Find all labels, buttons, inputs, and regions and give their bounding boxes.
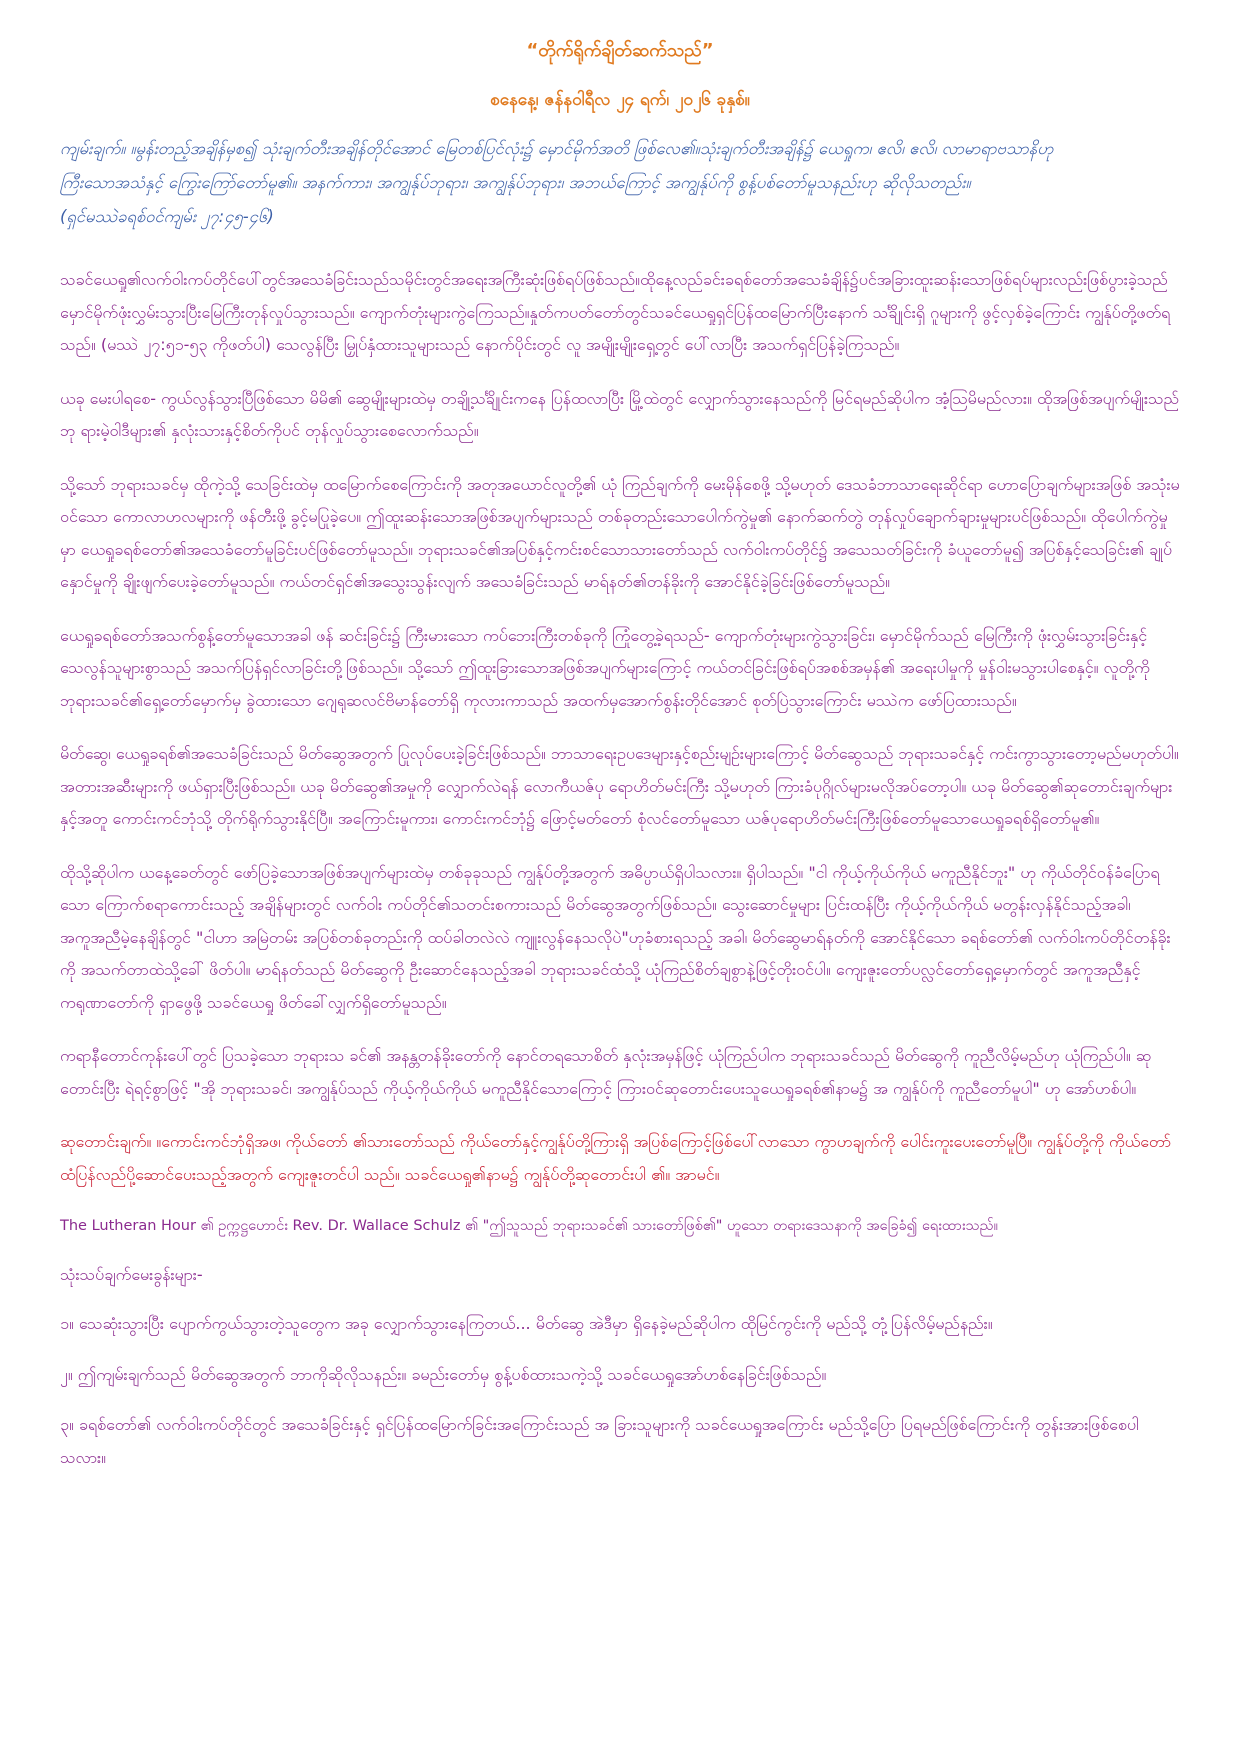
reflection-heading: သုံးသပ်ချက်မေးခွန်းများ- bbox=[60, 1265, 203, 1284]
scripture-line: ကျမ်းချက်။ ။မွန်းတည့်အချိန်မှစ၍ သုံးချက်တီးအချိန်တိုင်အောင် မြေတစ်ပြင်လုံး၌ မှောင်မိုက်အတိ ဖြစ်လေ၏။သုံးချက်တီးအချိန်၌ ယေရှုက၊ ဧလိ၊ ဧလိ၊ လာမာရာဗသာနိဟု bbox=[60, 139, 1054, 158]
body-paragraph: ယခု မေးပါရစေ- ကွယ်လွန်သွားပြီဖြစ်သော မိမိ၏ ဆွေမျိုးများထဲမှ တချို့သင်္ချိုင်းကနေ ပြန်ထလာပြီး မြို့ထဲတွင် လျှောက်သွားနေသည်ကို မြင်ရမည်ဆိုပါက အံ့သြမိမည်လား။ ထိုအဖြစ်အပျက်မျိုးသည် ဘု ရားမဲ့ဝါဒီများ၏ နှလုံးသားနှင့်စိတ်ကိုပင် တုန်လှုပ်သွားစေလောက်သည်။ bbox=[60, 388, 1179, 440]
body-paragraph: သခင်ယေရှု၏လက်ဝါးကပ်တိုင်ပေါ်တွင်အသေခံခြင်းသည်သမိုင်းတွင်အရေးအကြီးဆုံးဖြစ်ရပ်ဖြစ်သည်။ထိုနေ့လည်ခင်းခရစ်တော်အသေခံချိန်၌ပင်အခြားထူးဆန်းသောဖြစ်ရပ်များလည်းဖြစ်ပွားခဲ့သည်မှောင်မိုက်ဖုံးလွှမ်းသွားပြီးမြေကြီးတုန်လှုပ်သွားသည်။ ကျောက်တုံးများကွဲကြေသည်။နှုတ်ကပတ်တော်တွင်သခင်ယေရှုရှင်ပြန်ထမြောက်ပြီးနောက် သင်္ချိုင်းရှိ ဂူများကို ဖွင့်လှစ်ခဲ့ကြောင်း ကျွန်ုပ်တို့ဖတ်ရသည်။ (မဿဲ ၂၇:၅၁-၅၃ ကိုဖတ်ပါ) သေလွန်ပြီး မြှုပ်နှံထားသူများသည် နောက်ပိုင်းတွင် လူ အမျိုးမျိုးရှေ့တွင် ပေါ်လာပြီး အသက်ရှင်ပြန်ခဲ့ကြသည်။ bbox=[60, 270, 1171, 354]
date-line: စနေနေ့၊ ဇန်နဝါရီလ ၂၄ ရက်၊ ၂၀၂၆ ခုနှစ်။ bbox=[490, 90, 750, 110]
devotional-page bbox=[60, 38, 1180, 1492]
reflection-question: ၁။ သေဆုံးသွားပြီး ပျောက်ကွယ်သွားတဲ့သူတွေက အခု လျှောက်သွားနေကြတယ်... မိတ်ဆွေ အဲဒီမှာ ရှိနေခဲ့မည်ဆိုပါက ထိုမြင်ကွင်းကို မည်သို့ တုံ့ပြန်လိမ့်မည်နည်း။ bbox=[60, 1314, 993, 1333]
reflection-question: ၂။ ဤကျမ်းချက်သည် မိတ်ဆွေအတွက် ဘာကိုဆိုလိုသနည်း။ ခမည်းတော်မှ စွန့်ပစ်ထားသကဲ့သို့ သခင်ယေရှုအော်ဟစ်နေခြင်းဖြစ်သည်။ bbox=[60, 1364, 827, 1384]
source-credit: The Lutheran Hour ၏ ဥက္ကဋ္ဌဟောင်း Rev. Dr. Wallace Schulz ၏ "ဤသူသည် ဘုရားသခင်၏ သားတော်ဖြစ်၏" ဟူသော တရားဒေသနာကို အခြေခံ၍ ရေးထားသည်။ bbox=[60, 1218, 999, 1234]
page-title: “တိုက်ရိုက်ချိတ်ဆက်သည်” bbox=[526, 40, 714, 61]
scripture-reference: (ရှင်မဿဲခရစ်ဝင်ကျမ်း ၂၇:၄၅-၄၆) bbox=[60, 207, 274, 226]
prayer-paragraph: ဆုတောင်းချက်။ ။ကောင်းကင်ဘုံရှိအဖ၊ ကိုယ်တော် ၏သားတော်သည် ကိုယ်တော်နှင့်ကျွန်ုပ်တို့ကြားရှိ အပြစ်ကြောင့်ဖြစ်ပေါ်လာသော ကွာဟချက်ကို ပေါင်းကူးပေးတော်မူပြီ။ ကျွန်ုပ်တို့ကို ကိုယ်တော်ထံပြန်လည်ပို့ဆောင်ပေးသည့်အတွက် ကျေးဇူးတင်ပါ သည်။ သခင်ယေရှု၏နာမ၌ ကျွန်ုပ်တို့ဆုတောင်းပါ ၏။ အာမင်။ bbox=[60, 1132, 1172, 1184]
body-paragraph: သို့သော် ဘုရားသခင်မှ ထိုကဲ့သို့ သေခြင်းထဲမှ ထမြောက်စေကြောင်းကို အတုအယောင်လူတို့၏ ယုံ ကြည်ချက်ကို မေးမိုန်စေဖို့ သို့မဟုတ် ဒေသခံဘာသာရေးဆိုင်ရာ ဟောပြောချက်များအဖြစ် အသုံးမဝင်သော ကောလာဟလများကို ဖန်တီးဖို့ ခွင့်မပြုခဲ့ပေ။ ဤထူးဆန်းသောအဖြစ်အပျက်များသည် တစ်ခုတည်းသောပေါက်ကွဲမှု၏ နောက်ဆက်တွဲ တုန်လှုပ်ချောက်ချားမှုများပင်ဖြစ်သည်။ ထိုပေါက်ကွဲမှုမှာ ယေရှုခရစ်တော်၏အသေခံတော်မူခြင်းပင်ဖြစ်တော်မူသည်။ ဘုရားသခင်၏အပြစ်နှင့်ကင်းစင်သောသားတော်သည် လက်ဝါးကပ်တိုင်၌ အသေသတ်ခြင်းကို ခံယူတော်မူ၍ အပြစ်နှင့်သေခြင်း၏ ချုပ်နှောင်မှုကို ချိုးဖျက်ပေးခဲ့တော်မူသည်။ ကယ်တင်ရှင်၏အသွေးသွန်းလျက် အသေခံခြင်းသည် မာရ်နတ်၏တန်ခိုးကို အောင်နိုင်ခဲ့ခြင်းဖြစ်တော်မူသည်။ bbox=[60, 474, 1180, 591]
body-paragraph: ကရာနီတောင်ကုန်းပေါ်တွင် ပြသခဲ့သော ဘုရားသ ခင်၏ အနန္တတန်ခိုးတော်ကို နောင်တရသောစိတ် နှလုံးအမှန်ဖြင့် ယုံကြည်ပါက ဘုရားသခင်သည် မိတ်ဆွေကို ကူညီလိမ့်မည်ဟု ယုံကြည်ပါ။ ဆု တောင်းပြီး ရဲရင့်စွာဖြင့် "အို ဘုရားသခင်၊ အကျွန်ုပ်သည် ကိုယ့်ကိုယ်ကိုယ် မကူညီနိုင်သောကြောင့် ကြားဝင်ဆုတောင်းပေးသူယေရှုခရစ်၏နာမ၌ အ ကျွန်ုပ်ကို ကူညီတော်မူပါ" ဟု အော်ဟစ်ပါ။ bbox=[60, 1046, 1152, 1098]
scripture-line: ကြီးသောအသံနှင့် ကြွေးကြော်တော်မူ၏။ အနက်ကား၊ အကျွန်ုပ်ဘုရား၊ အကျွန်ုပ်ဘုရား၊ အဘယ်ကြောင့် အကျွန်ုပ်ကို စွန့်ပစ်တော်မူသနည်းဟု ဆိုလိုသတည်း။ bbox=[60, 173, 971, 192]
body-paragraph: ထိုသို့ဆိုပါက ယနေ့ခေတ်တွင် ဖော်ပြခဲ့သောအဖြစ်အပျက်များထဲမှ တစ်ခုခုသည် ကျွန်ုပ်တို့အတွက် အဓိပ္ပာယ်ရှိပါသလား။ ရှိပါသည်။ "ငါ ကိုယ့်ကိုယ်ကိုယ် မကူညီနိုင်ဘူး" ဟု ကိုယ်တိုင်ဝန်ခံပြောရသော ကြောက်စရာကောင်းသည့် အချိန်များတွင် လက်ဝါး ကပ်တိုင်၏သတင်းစကားသည် မိတ်ဆွေအတွက်ဖြစ်သည်။ သွေးဆောင်မှုများ ပြင်းထန်ပြီး ကိုယ့်ကိုယ်ကိုယ် မတွန်းလှန်နိုင်သည့်အခါ၊ အကူအညီမဲ့နေချိန်တွင် "ငါဟာ အမြဲတမ်း အပြစ်တစ်ခုတည်းကို ထပ်ခါတလဲလဲ ကျူးလွန်နေသလိုပဲ"ဟုခံစားရသည့် အခါ၊ မိတ်ဆွေမာရ်နတ်ကို အောင်နိုင်သော ခရစ်တော်၏ လက်ဝါးကပ်တိုင်တန်ခိုးကို အသက်တာထဲသို့ခေါ် ဖိတ်ပါ။ မာရ်နတ်သည် မိတ်ဆွေကို ဦးဆောင်နေသည့်အခါ ဘုရားသခင်ထံသို့ ယုံကြည်စိတ်ချစွာနဲ့ဖြင့်တိုးဝင်ပါ။ ကျေးဇူးတော်ပလ္လင်တော်ရှေ့မှောက်တွင် အကူအညီနှင့် ကရုဏာတော်ကို ရှာဖွေဖို့ သခင်ယေရှု ဖိတ်ခေါ်လျှက်ရှိတော်မူသည်။ bbox=[60, 862, 1171, 1012]
body-paragraph: ယေရှုခရစ်တော်အသက်စွန့်တော်မူသောအခါ ဖန် ဆင်းခြင်း၌ ကြီးမားသော ကပ်ဘေးကြီးတစ်ခုကို ကြုံတွေ့ခဲ့ရသည်- ကျောက်တုံးများကွဲသွားခြင်း၊ မှောင်မိုက်သည် မြေကြီးကို ဖုံးလွှမ်းသွားခြင်းနှင့် သေလွန်သူများစွာသည် အသက်ပြန်ရှင်လာခြင်းတို့ဖြစ်သည်။ သို့သော် ဤထူးခြားသောအဖြစ်အပျက်များကြောင့် ကယ်တင်ခြင်းဖြစ်ရပ်အစစ်အမှန်၏ အရေးပါမှုကို မှုန်ဝါးမသွားပါစေနှင့်။ လူတို့ကို ဘုရားသခင်၏ရှေ့တော်မှောက်မှ ခွဲထားသော ဂျေရုဆလင်ဗိမာန်တော်ရှိ ကုလားကာသည် အထက်မှအောက်စွန်းတိုင်အောင် စုတ်ပြဲသွားကြောင်း မဿဲက ဖော်ပြထားသည်။ bbox=[60, 625, 1150, 710]
reflection-question: ၃။ ခရစ်တော်၏ လက်ဝါးကပ်တိုင်တွင် အသေခံခြင်းနှင့် ရှင်ပြန်ထမြောက်ခြင်းအကြောင်းသည် အ ခြားသူများကို သခင်ယေရှုအကြောင်း မည်သို့ပြော ပြရမည်ဖြစ်ကြောင်းကို တွန်းအားဖြစ်စေပါသလား။ bbox=[60, 1415, 1139, 1467]
scripture-block bbox=[60, 132, 1180, 234]
body-paragraph: မိတ်ဆွေ၊ ယေရှုခရစ်၏အသေခံခြင်းသည် မိတ်ဆွေအတွက် ပြုလုပ်ပေးခဲ့ခြင်းဖြစ်သည်။ ဘာသာရေးဥပဒေများနှင့်စည်းမျဉ်းများကြောင့် မိတ်ဆွေသည် ဘုရားသခင်နှင့် ကင်းကွာသွားတော့မည်မဟုတ်ပါ။ အတားအဆီးများကို ဖယ်ရှားပြီးဖြစ်သည်။ ယခု မိတ်ဆွေ၏အမှုကို လျှောက်လဲရန် လောကီယဇ်ပု ရောဟိတ်မင်းကြီး သို့မဟုတ် ကြားခံပုဂ္ဂိုလ်များမလိုအပ်တော့ပါ။ ယခု မိတ်ဆွေ၏ဆုတောင်းချက်များနှင့်အတူ ကောင်းကင်ဘုံသို့ တိုက်ရိုက်သွားနိုင်ပြီ။ အကြောင်းမူကား၊ ကောင်းကင်ဘုံ၌ ဖြောင့်မတ်တော် စုံလင်တော်မူသော ယဇ်ပုရောဟိတ်မင်းကြီးဖြစ်တော်မူသောယေရှုခရစ်ရှိတော်မူ၏။ bbox=[60, 744, 1179, 828]
